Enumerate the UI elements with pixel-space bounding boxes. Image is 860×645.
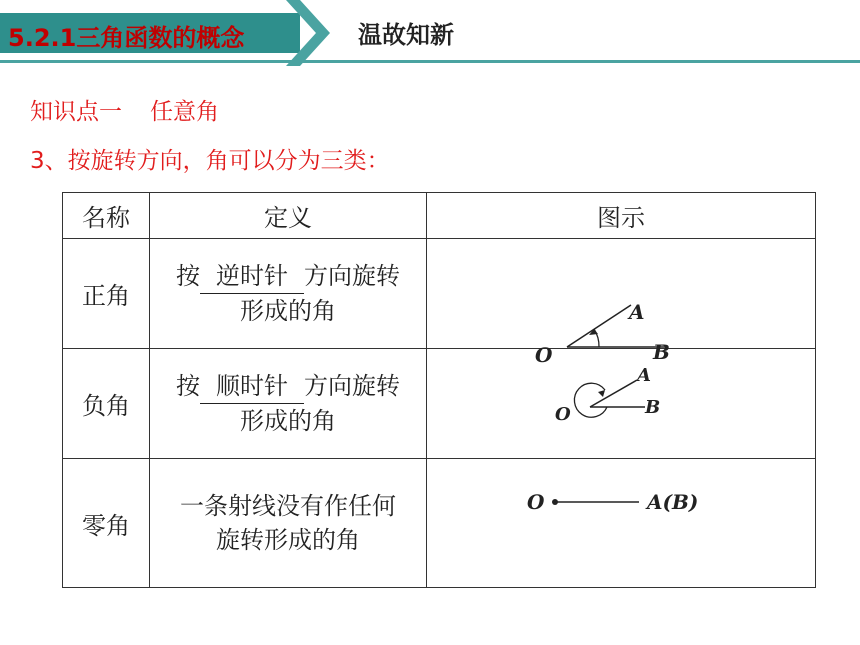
table-row-zero	[63, 459, 816, 588]
table-header-row	[63, 193, 816, 239]
header-definition: 定义	[150, 193, 427, 239]
negative-angle-figure	[427, 349, 815, 452]
row-figure	[427, 459, 816, 588]
svg-text:A(B): A(B)	[647, 490, 699, 514]
knowledge-point-heading	[30, 93, 219, 126]
header-figure: 图示	[427, 193, 816, 239]
header-name: 名称	[63, 193, 150, 239]
row-definition: 按 顺时针 方向旋转 形成的角	[150, 349, 427, 459]
classification-text: 3、按旋转方向，角可以分为三类：	[30, 148, 390, 174]
answer-blank: 顺时针	[200, 369, 304, 404]
svg-text:B: B	[645, 397, 661, 418]
row-name: 负角	[63, 349, 150, 459]
row-name: 正角	[63, 239, 150, 349]
row-name: 零角	[63, 459, 150, 588]
row-definition: 按 逆时针 方向旋转 形成的角	[150, 239, 427, 349]
slide-header	[0, 0, 860, 66]
svg-text:A: A	[629, 300, 645, 324]
zero-angle-figure	[427, 459, 815, 581]
header-divider	[0, 60, 860, 63]
knowledge-point-label: 知识点一	[30, 99, 122, 125]
row-definition: 一条射线没有作任何 旋转形成的角	[150, 459, 427, 588]
knowledge-point-topic: 任意角	[150, 99, 219, 125]
angle-classification-table	[62, 192, 816, 588]
svg-text:O: O	[527, 490, 545, 514]
lesson-title: 5.2.1三角函数的概念	[8, 24, 245, 52]
svg-text:A: A	[637, 365, 651, 386]
row-figure	[427, 239, 816, 367]
answer-blank: 逆时针	[200, 259, 304, 294]
row-figure	[427, 349, 816, 459]
chevron-arrow-icon	[286, 0, 346, 66]
svg-text:O: O	[555, 404, 571, 425]
positive-angle-figure	[427, 239, 815, 367]
svg-text:O: O	[535, 343, 553, 367]
section-subtitle: 温故知新	[358, 21, 454, 49]
table-row-negative	[63, 349, 816, 459]
table-row-positive	[63, 239, 816, 349]
svg-text:B: B	[653, 340, 670, 364]
